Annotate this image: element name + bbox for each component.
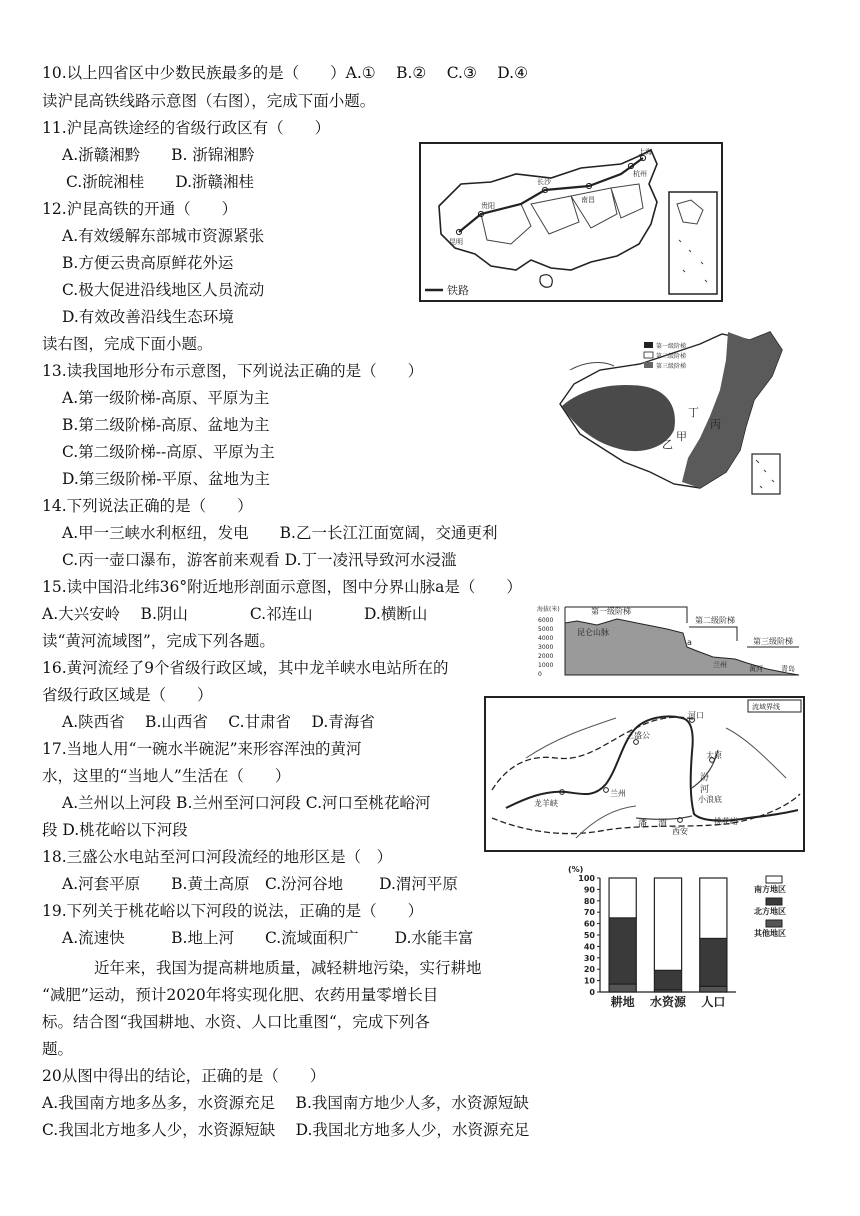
question-12: 12.沪昆高铁的开通（ ） — [42, 200, 238, 218]
profile-ylabel: 海拔(米) — [537, 606, 560, 613]
place-sanshenggong: 三盛公 — [626, 731, 650, 740]
chart-ytick-label: 50 — [583, 931, 595, 940]
passage-line1: 近年来，我国为提高耕地质量，减轻耕地污染，实行耕地 — [94, 959, 482, 977]
yellow-river-map — [484, 696, 805, 852]
chart-ytick-label: 70 — [583, 908, 595, 918]
city-kunming: 昆明 — [449, 238, 463, 246]
profile-qingdao: 青岛 — [781, 665, 795, 673]
intro-terrain: 读右图，完成下面小题。 — [42, 335, 213, 353]
question-14: 14.下列说法正确的是（ ） — [42, 497, 253, 515]
option-15: A.大兴安岭 B.阴山 C.祁连山 D.横断山 — [42, 605, 428, 623]
option-14-ab: A.甲一三峡水利枢纽，发电 B.乙一长江江面宽阔，交通更利 — [62, 524, 498, 542]
railway-city-markers — [456, 155, 645, 234]
place-lanzhou: 兰州 — [610, 789, 626, 798]
chart-ytick-label: 90 — [583, 885, 595, 895]
inset-south-china-sea — [669, 192, 717, 294]
label-he: 河 — [700, 785, 710, 795]
bar-south-0 — [609, 878, 636, 918]
svg-text:1000: 1000 — [538, 662, 554, 669]
place-xian: 西安 — [672, 827, 688, 836]
city-changsha: 长沙 — [537, 178, 551, 186]
city-hangzhou: 杭州 — [633, 170, 647, 178]
option-19: A.流速快 B.地上河 C.流域面积广 D.水能丰富 — [62, 929, 474, 947]
legend-label-1: 北方地区 — [754, 907, 786, 916]
option-16: A.陕西省 B.山西省 C.甘肃省 D.青海省 — [62, 713, 375, 731]
legend-step1-label: 第一级阶梯 — [656, 343, 687, 350]
province-outline — [439, 150, 657, 270]
chart-ytick-label: 80 — [583, 896, 595, 906]
stacked-bar-chart — [566, 864, 806, 1012]
option-12-b: B.方便云贵高原鲜花外运 — [62, 254, 234, 272]
bar-south-1 — [654, 878, 681, 970]
chart-ytick-label: 100 — [578, 874, 595, 883]
bar-north-2 — [700, 938, 727, 986]
question-15: 15.读中国沿北纬36°附近地形剖面示意图，图中分界山脉a是（ ） — [42, 578, 522, 596]
legend-label-0: 南方地区 — [754, 885, 786, 894]
label-pan: 潘 — [638, 819, 648, 829]
terrain-map — [550, 330, 785, 498]
place-longyangxia: 龙羊峡 — [534, 799, 558, 808]
svg-text:0: 0 — [538, 671, 542, 678]
chart-ytick-label: 60 — [583, 919, 595, 929]
question-13: 13.读我国地形分布示意图，下列说法正确的是（ ） — [42, 362, 424, 380]
place-taohuayu: 桃花峪 — [714, 817, 738, 826]
option-11-cd: C.浙皖湘桂 D.浙赣湘桂 — [66, 173, 255, 191]
city-nanchang: 南昌 — [581, 196, 595, 204]
legend-step3-label: 第三级阶梯 — [656, 363, 687, 370]
terrain-profile — [537, 603, 803, 683]
legend-basin-label: 流域界线 — [752, 703, 780, 711]
chart-ytick-label: 40 — [583, 942, 595, 952]
question-16-line1: 16.黄河流经了9个省级行政区域，其中龙羊峡水电站所在的 — [42, 659, 449, 677]
legend-railway-label: 铁路 — [447, 284, 469, 297]
option-12-c: C.极大促进沿线地区人员流动 — [62, 281, 265, 299]
passage-line3: 标。结合图“我国耕地、水资、人口比重图“，完成下列各 — [42, 1013, 430, 1031]
city-guiyang: 贵阳 — [481, 202, 495, 210]
marker-ding: 丁 — [688, 406, 699, 419]
passage-line4: 题。 — [42, 1040, 74, 1058]
profile-huanghe: 黄河 — [749, 665, 763, 673]
legend-swatch-2 — [766, 920, 782, 927]
question-20: 20从图中得出的结论，正确的是（ ） — [42, 1067, 326, 1085]
question-17-line1: 17.当地人用“一碗水半碗泥”来形容浑浊的黄河 — [42, 740, 362, 758]
chart-ytick-label: 20 — [583, 965, 595, 975]
legend-step1-swatch — [644, 342, 653, 348]
profile-lanzhou: 兰州 — [713, 661, 727, 669]
option-13-d: D.第三级阶梯-平原、盆地为主 — [62, 470, 271, 488]
bar-other-0 — [609, 984, 636, 992]
profile-step2: 第二级阶梯 — [695, 616, 735, 625]
railway-map — [419, 142, 723, 302]
chart-ylabel: (%) — [568, 865, 584, 874]
chart-ytick-label: 30 — [583, 953, 595, 963]
legend-step2-label: 第二级阶梯 — [656, 353, 687, 360]
intro-railway: 读沪昆高铁线路示意图（右图），完成下面小题。 — [42, 92, 376, 110]
option-20-ab: A.我国南方地多丛多，水资源充足 B.我国南方地少人多，水资源短缺 — [42, 1094, 529, 1112]
option-20-cd: C.我国北方地多人少，水资源短缺 D.我国北方地多人少，水资源充足 — [42, 1121, 530, 1139]
profile-step1: 第一级阶梯 — [591, 607, 631, 616]
option-13-c: C.第二级阶梯--高原、平原为主 — [62, 443, 275, 461]
railway-line — [459, 158, 643, 232]
basin-boundary — [492, 717, 696, 790]
chart-category-label: 耕地 — [610, 995, 635, 1009]
chart-ytick-label: 0 — [589, 988, 595, 997]
svg-text:6000: 6000 — [538, 617, 554, 624]
bar-north-1 — [654, 970, 681, 989]
place-xiaolangdi: 小浪底 — [698, 795, 722, 804]
first-step-area — [562, 385, 675, 451]
option-14-cd: C.丙一壶口瀑布，游客前来观看 D.丁一凌汛导致河水浸滥 — [62, 551, 457, 569]
label-fen: 汾 — [700, 773, 710, 783]
svg-text:4000: 4000 — [538, 635, 554, 642]
marker-yi: 乙 — [662, 438, 673, 451]
option-17-line2: 段 D.桃花峪以下河段 — [42, 821, 188, 839]
place-taiyuan: 太原 — [706, 751, 722, 760]
legend-step2-swatch — [644, 352, 653, 358]
svg-text:5000: 5000 — [538, 626, 554, 633]
profile-yticks — [538, 617, 553, 678]
city-shanghai: 上海 — [638, 148, 652, 156]
profile-step3: 第三级阶梯 — [753, 637, 793, 646]
marker-jia: 甲 — [676, 430, 687, 443]
passage-line2: “减肥”运动，预计2020年将实现化肥、农药用量零增长目 — [42, 986, 439, 1004]
bar-north-0 — [609, 918, 636, 984]
option-11-ab: A.浙赣湘黔 B. 浙锦湘黔 — [62, 146, 255, 164]
option-17-line1: A.兰州以上河段 B.兰州至河口河段 C.河口至桃花峪河 — [62, 794, 431, 812]
option-18: A.河套平原 B.黄土高原 C.汾河谷地 D.渭河平原 — [62, 875, 458, 893]
bar-south-2 — [700, 878, 727, 938]
place-hekou: 河口 — [688, 711, 704, 720]
question-17-line2: 水，这里的“当地人”生活在（ ） — [42, 767, 291, 785]
option-13-b: B.第二级阶梯-高原、盆地为主 — [62, 416, 270, 434]
option-12-a: A.有效缓解东部城市资源紧张 — [62, 227, 265, 245]
question-16-line2: 省级行政区域是（ ） — [42, 686, 213, 704]
chart-ytick-label: 10 — [583, 976, 595, 986]
question-11: 11.沪昆高铁途经的省级行政区有（ ） — [42, 119, 331, 137]
legend-swatch-1 — [766, 898, 782, 905]
svg-text:3000: 3000 — [538, 644, 554, 651]
intro-yellow-river: 读“黄河流域图”，完成下列各题。 — [42, 632, 275, 650]
legend-step3-swatch — [644, 362, 653, 368]
profile-kunlun: 昆仑山脉 — [577, 628, 609, 637]
marker-bing: 丙 — [710, 418, 721, 431]
profile-a: a — [687, 638, 692, 647]
question-18: 18.三盛公水电站至河口河段流经的地形区是（ ） — [42, 848, 393, 866]
chart-category-label: 水资源 — [649, 995, 687, 1009]
chart-category-label: 人口 — [701, 995, 726, 1009]
question-19: 19.下列关于桃花峪以下河段的说法，正确的是（ ） — [42, 902, 424, 920]
legend-swatch-0 — [766, 876, 782, 883]
option-13-a: A.第一级阶梯-高原、平原为主 — [62, 389, 270, 407]
label-wei: 渭 — [658, 819, 668, 829]
option-12-d: D.有效改善沿线生态环境 — [62, 308, 234, 326]
bar-other-2 — [700, 986, 727, 992]
bar-chart-svg — [566, 864, 806, 1012]
svg-text:2000: 2000 — [538, 653, 554, 660]
legend-label-2: 其他地区 — [754, 929, 786, 938]
question-10: 10.以上四省区中少数民族最多的是（ ）A.① B.② C.③ D.④ — [42, 64, 528, 82]
